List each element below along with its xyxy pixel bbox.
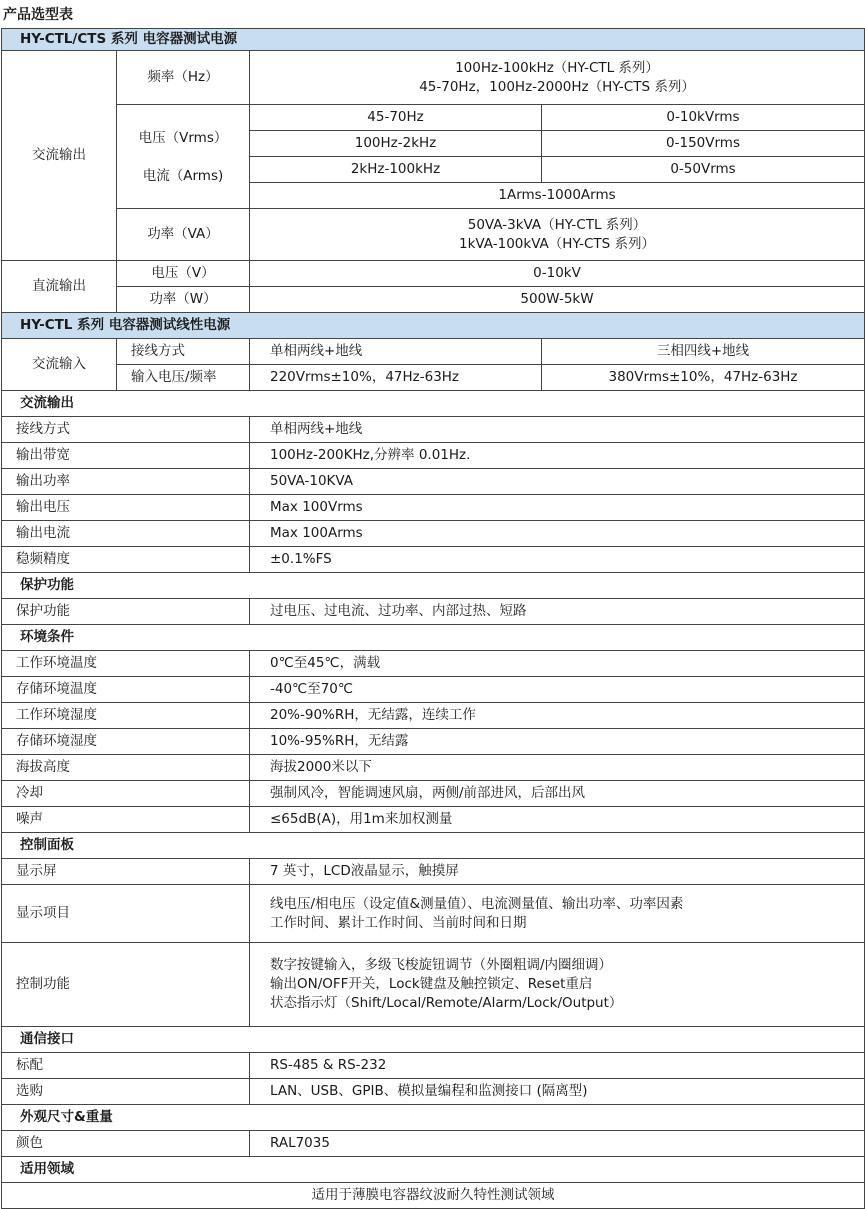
row-label: 输出电压 <box>2 495 250 521</box>
freq-range-cell: 2kHz-100kHz <box>250 157 542 183</box>
table-row <box>2 495 865 521</box>
row-label: 海拔高度 <box>2 755 250 781</box>
group-title: 环境条件 <box>2 625 865 651</box>
row-value: 过电压、过电流、过功率、内部过热、短路 <box>250 599 865 625</box>
freq-label: 频率（Hz） <box>117 51 250 105</box>
group-header <box>2 1027 865 1053</box>
group-header <box>2 625 865 651</box>
row-label: 冷却 <box>2 781 250 807</box>
table-row <box>2 599 865 625</box>
group-title: 外观尺寸&重量 <box>2 1105 865 1131</box>
display-value: 7 英寸，LCD液晶显示，触摸屏 <box>250 859 865 885</box>
group-title: 保护功能 <box>2 573 865 599</box>
section-title: HY-CTL/CTS 系列 电容器测试电源 <box>2 29 865 51</box>
table-row <box>2 261 865 287</box>
table-row <box>2 443 865 469</box>
table-row <box>2 781 865 807</box>
display-label: 显示屏 <box>2 859 250 885</box>
voltage-range-cell: 0-10kVrms <box>542 105 865 131</box>
table-row <box>2 287 865 313</box>
row-value: 海拔2000米以下 <box>250 755 865 781</box>
row-label: 存储环境湿度 <box>2 729 250 755</box>
row-value: LAN、USB、GPIB、模拟量编程和监测接口 (隔离型) <box>250 1079 865 1105</box>
table-row <box>2 1053 865 1079</box>
row-label: 输出功率 <box>2 469 250 495</box>
wiring-single-phase: 单相两线+地线 <box>250 339 542 365</box>
row-value: 50VA-10KVA <box>250 469 865 495</box>
vf-single-phase: 220Vrms±10%，47Hz-63Hz <box>250 365 542 391</box>
group-title: 通信接口 <box>2 1027 865 1053</box>
ac-output-label: 交流输出 <box>2 51 117 261</box>
table-row <box>2 547 865 573</box>
row-label: 输出电流 <box>2 521 250 547</box>
table-row <box>2 703 865 729</box>
group-header <box>2 833 865 859</box>
row-value: 10%-95%RH，无结露 <box>250 729 865 755</box>
row-value: 强制风冷，智能调速风扇，两侧/前部进风，后部出风 <box>250 781 865 807</box>
ac-input-label: 交流输入 <box>2 339 117 391</box>
application-value: 适用于薄膜电容器纹波耐久特性测试领域 <box>2 1183 865 1209</box>
vf-label: 输入电压/频率 <box>117 365 250 391</box>
table-row <box>2 521 865 547</box>
group-header <box>2 1157 865 1183</box>
table-row <box>2 339 865 365</box>
table-row <box>2 51 865 105</box>
table-row <box>2 943 865 1027</box>
power-value: 50VA-3kVA（HY-CTL 系列） 1kVA-100kVA（HY-CTS 系列） <box>250 209 865 261</box>
freq-range-cell: 100Hz-2kHz <box>250 131 542 157</box>
wiring-three-phase: 三相四线+地线 <box>542 339 865 365</box>
table-row <box>2 1183 865 1209</box>
control-function-label: 控制功能 <box>2 943 250 1027</box>
power-label: 功率（VA） <box>117 209 250 261</box>
control-function-value: 数字按键输入，多级飞梭旋钮调节（外圈粗调/内圈细调） 输出ON/OFF开关，Lock键盘及触控锁定、Reset重启 状态指示灯（Shift/Local/Remote/Alarm/Lock/Output） <box>250 943 865 1027</box>
table-row <box>2 417 865 443</box>
wiring-label: 接线方式 <box>117 339 250 365</box>
row-value: RS-485 & RS-232 <box>250 1053 865 1079</box>
section-band-ctl-cts <box>2 29 865 51</box>
dc-output-label: 直流输出 <box>2 261 117 313</box>
section-title: HY-CTL 系列 电容器测试线性电源 <box>2 313 865 339</box>
table-row <box>2 209 865 261</box>
row-label: 选购 <box>2 1079 250 1105</box>
row-label: 工作环境湿度 <box>2 703 250 729</box>
row-label: 噪声 <box>2 807 250 833</box>
display-items-value: 线电压/相电压（设定值&测量值）、电流测量值、输出功率、功率因素 工作时间、累计工作时间、当前时间和日期 <box>250 885 865 943</box>
dc-volt-value: 0-10kV <box>250 261 865 287</box>
row-label: 输出带宽 <box>2 443 250 469</box>
volt-curr-label: 电压（Vrms） 电流（Arms) <box>117 105 250 209</box>
table-row <box>2 755 865 781</box>
current-range-cell: 1Arms-1000Arms <box>250 183 865 209</box>
group-title: 交流输出 <box>2 391 865 417</box>
table-row <box>2 729 865 755</box>
row-value: 单相两线+地线 <box>250 417 865 443</box>
display-items-label: 显示项目 <box>2 885 250 943</box>
dc-power-value: 500W-5kW <box>250 287 865 313</box>
group-title: 适用领域 <box>2 1157 865 1183</box>
row-label: 标配 <box>2 1053 250 1079</box>
row-label: 稳频精度 <box>2 547 250 573</box>
table-row <box>2 1131 865 1157</box>
row-value: 100Hz-200KHz,分辨率 0.01Hz. <box>250 443 865 469</box>
dc-power-label: 功率（W） <box>117 287 250 313</box>
table-row <box>2 807 865 833</box>
row-value: -40℃至70℃ <box>250 677 865 703</box>
table-row <box>2 677 865 703</box>
row-label: 接线方式 <box>2 417 250 443</box>
vf-three-phase: 380Vrms±10%，47Hz-63Hz <box>542 365 865 391</box>
row-value: 0℃至45℃，满载 <box>250 651 865 677</box>
table-row <box>2 651 865 677</box>
row-value: 20%-90%RH，无结露，连续工作 <box>250 703 865 729</box>
table-row <box>2 1079 865 1105</box>
row-label: 保护功能 <box>2 599 250 625</box>
spec-table <box>1 28 865 1209</box>
row-value: ±0.1%FS <box>250 547 865 573</box>
row-label: 存储环境温度 <box>2 677 250 703</box>
group-header <box>2 573 865 599</box>
voltage-range-cell: 0-50Vrms <box>542 157 865 183</box>
freq-range-cell: 45-70Hz <box>250 105 542 131</box>
table-row <box>2 469 865 495</box>
table-row <box>2 365 865 391</box>
table-row <box>2 105 865 131</box>
voltage-range-cell: 0-150Vrms <box>542 131 865 157</box>
group-header <box>2 1105 865 1131</box>
group-header <box>2 391 865 417</box>
row-value: ≤65dB(A)，用1m来加权测量 <box>250 807 865 833</box>
row-label: 工作环境温度 <box>2 651 250 677</box>
freq-value: 100Hz-100kHz（HY-CTL 系列） 45-70Hz，100Hz-2000Hz（HY-CTS 系列） <box>250 51 865 105</box>
row-label: 颜色 <box>2 1131 250 1157</box>
row-value: Max 100Vrms <box>250 495 865 521</box>
dc-volt-label: 电压（V） <box>117 261 250 287</box>
table-row <box>2 859 865 885</box>
page-title: 产品选型表 <box>3 7 73 23</box>
group-title: 控制面板 <box>2 833 865 859</box>
row-value: Max 100Arms <box>250 521 865 547</box>
table-row <box>2 885 865 943</box>
section-band-ctl-linear <box>2 313 865 339</box>
row-value: RAL7035 <box>250 1131 865 1157</box>
